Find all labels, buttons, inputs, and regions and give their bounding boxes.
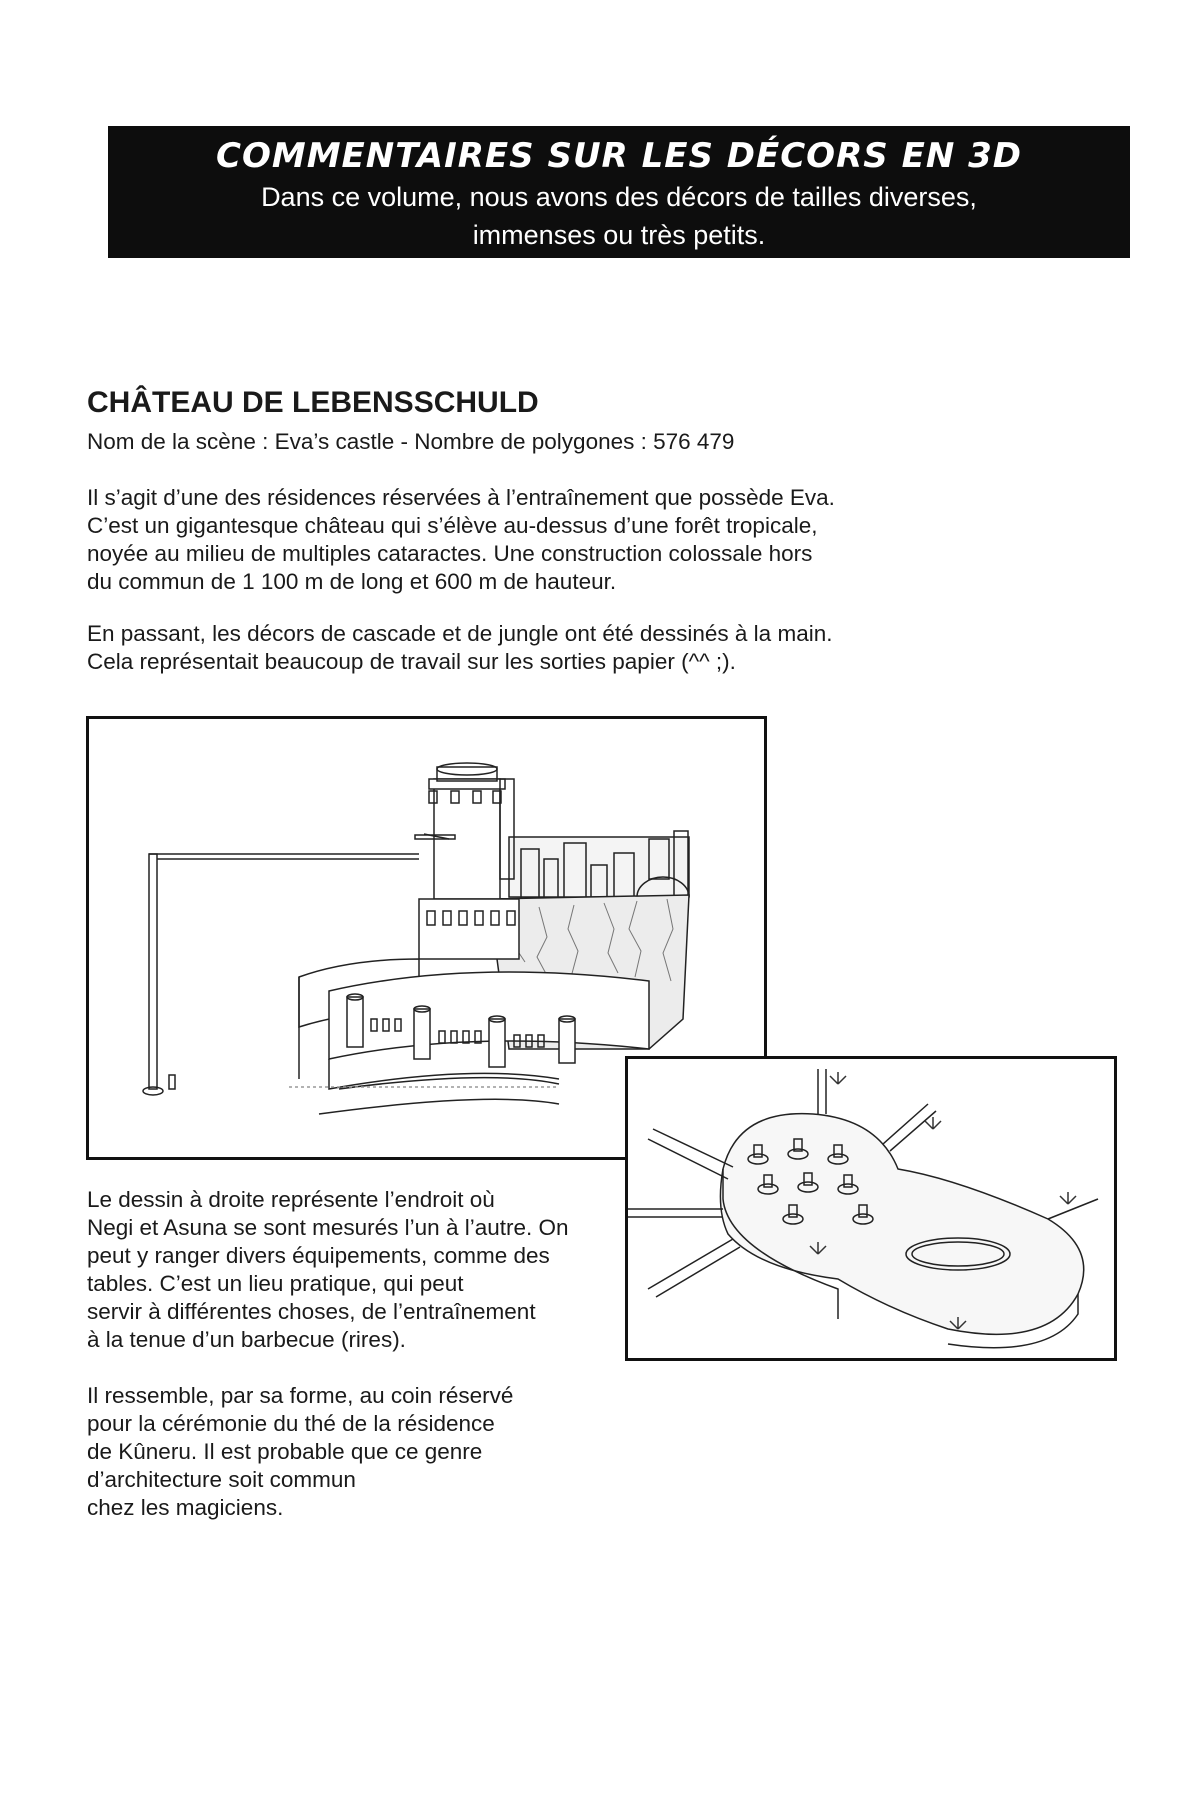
paragraph-line: Cela représentait beaucoup de travail sur les sorties papier (^^ ;).: [87, 649, 736, 674]
paragraph-line: En passant, les décors de cascade et de jungle ont été dessinés à la main.: [87, 621, 833, 646]
paragraph-line: tables. C’est un lieu pratique, qui peut: [87, 1271, 464, 1296]
banner-subtitle-line: immenses ou très petits.: [472, 220, 766, 250]
paragraph-line: de Kûneru. Il est probable que ce genre: [87, 1439, 483, 1464]
section-title: CHÂTEAU DE LEBENSSCHULD: [87, 386, 539, 419]
arena-drawing-icon: [628, 1059, 1114, 1358]
paragraph-line: d’architecture soit commun: [87, 1467, 356, 1492]
header-banner: [108, 126, 1130, 258]
paragraph-line: Negi et Asuna se sont mesurés l’un à l’autre. On: [87, 1215, 569, 1240]
scene-meta: Nom de la scène : Eva’s castle - Nombre de polygones : 576 479: [87, 429, 735, 454]
paragraph-line: servir à différentes choses, de l’entraînement: [87, 1299, 536, 1324]
paragraph-line: peut y ranger divers équipements, comme des: [87, 1243, 550, 1268]
banner-subtitle: [108, 178, 1130, 254]
paragraph-line: Il s’agit d’une des résidences réservées à l’entraînement que possède Eva.: [87, 485, 835, 510]
paragraph-line: pour la cérémonie du thé de la résidence: [87, 1411, 495, 1436]
arena-illustration: [625, 1056, 1117, 1361]
paragraph-line: à la tenue d’un barbecue (rires).: [87, 1327, 406, 1352]
paragraph-line: chez les magiciens.: [87, 1495, 284, 1520]
banner-title: COMMENTAIRES SUR LES DÉCORS EN 3D: [216, 136, 1022, 176]
paragraph-intro: [87, 484, 835, 596]
banner-subtitle-line: Dans ce volume, nous avons des décors de tailles diverses,: [261, 182, 977, 212]
paragraph-arena: [87, 1186, 569, 1354]
paragraph-drawing-note: [87, 620, 832, 676]
paragraph-comparison: [87, 1382, 513, 1522]
paragraph-line: Le dessin à droite représente l’endroit où: [87, 1187, 495, 1212]
paragraph-line: C’est un gigantesque château qui s’élève au-dessus d’une forêt tropicale,: [87, 513, 818, 538]
paragraph-line: du commun de 1 100 m de long et 600 m de hauteur.: [87, 569, 617, 594]
paragraph-line: noyée au milieu de multiples cataractes. Une construction colossale hors: [87, 541, 813, 566]
paragraph-line: Il ressemble, par sa forme, au coin réservé: [87, 1383, 514, 1408]
